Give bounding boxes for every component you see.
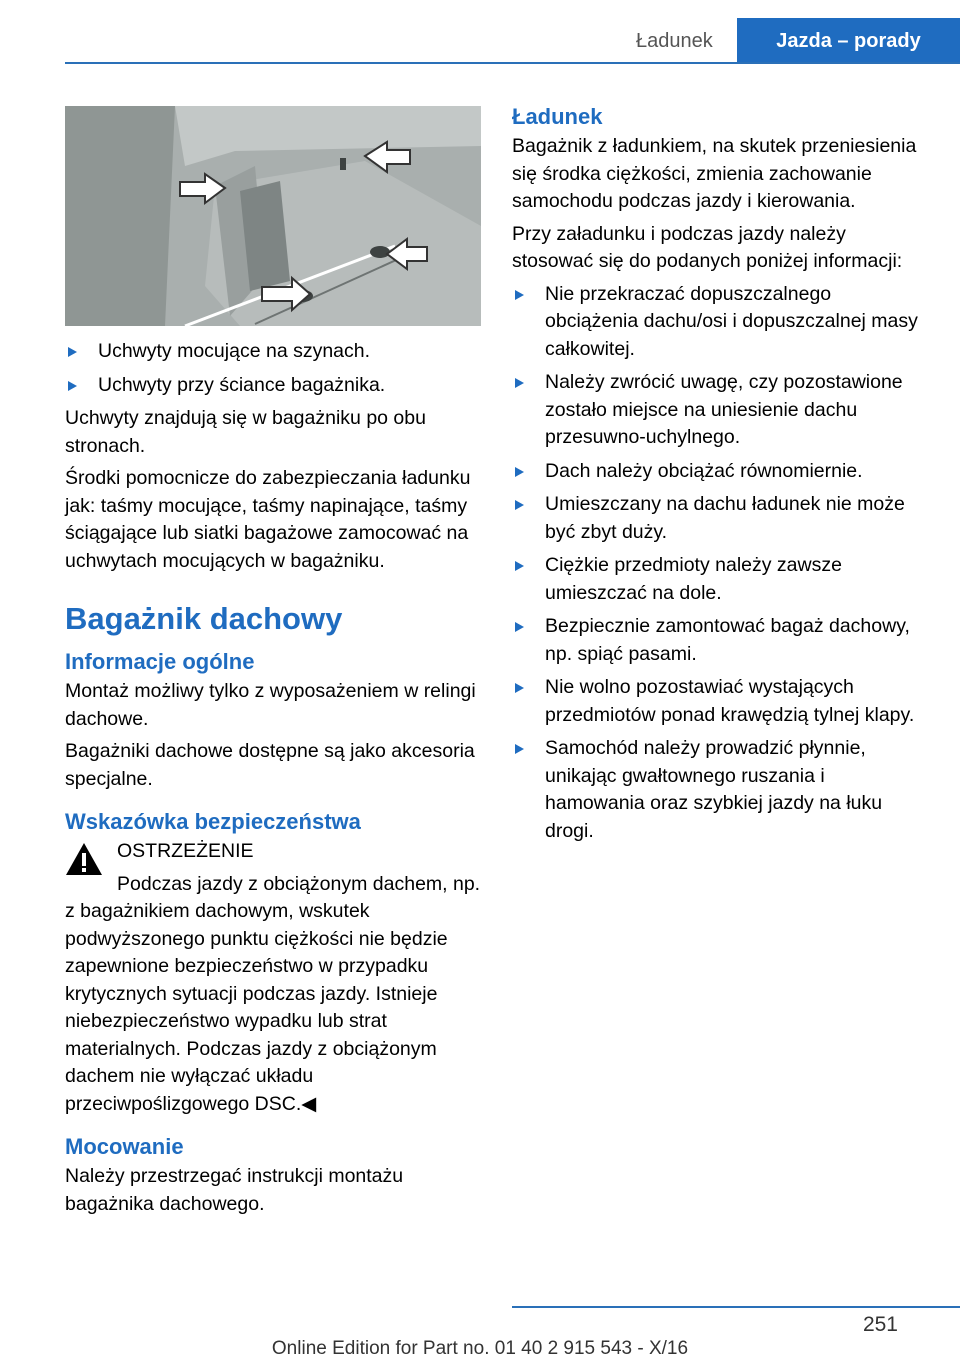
- paragraph: Należy przestrzegać instrukcji montażu bagażnika dachowego.: [65, 1165, 404, 1215]
- paragraph: Uchwyty znajdują się w bagażniku po obu stronach.: [65, 407, 426, 457]
- paragraph: Montaż możliwy tylko z wyposażeniem w relingi dachowe.: [65, 680, 476, 730]
- subsection-title: Wskazówka bezpieczeństwa: [65, 809, 361, 834]
- fastener-list: [65, 338, 483, 399]
- list-item: Bezpiecznie zamontować bagaż dachowy, np. spiąć pasami.: [512, 613, 928, 668]
- section-title-cargo: Ładunek: [512, 104, 603, 129]
- list-item: Nie wolno pozostawiać wystających przedmiotów ponad krawędzią tylnej klapy.: [512, 674, 928, 729]
- trunk-illustration: [65, 106, 481, 326]
- list-item: Samochód należy prowadzić płynnie, unikając gwałtownego ruszania i hamowania oraz szybkiej jazdy na łuku drogi.: [512, 735, 928, 845]
- paragraph: Bagażniki dachowe dostępne są jako akcesoria specjalne.: [65, 740, 475, 790]
- cargo-list: [512, 281, 928, 846]
- paragraph: Przy załadunku i podczas jazdy należy stosować się do podanych poniżej informacji:: [512, 222, 903, 272]
- warning-label: OSTRZEŻENIE: [117, 840, 254, 862]
- warning-block: [65, 838, 483, 1118]
- warning-text: Podczas jazdy z obciążonym dachem, np. z bagażnikiem dachowym, wskutek podwyższonego punktu ciężkości nie będzie zapewnione bezpieczeństwo w przypadku krytycznych sytuacji podczas jazdy. Istnieje niebezpieczeństwo wypadku lub strat materialnych. Podczas jazdy z obciążonym dachem nie wyłączać układu przeciwpoślizgowego DSC.◀: [65, 872, 481, 1115]
- list-item: Uchwyty mocujące na szynach.: [65, 338, 483, 366]
- subsection-title: Informacje ogólne: [65, 649, 255, 674]
- list-item: Nie przekraczać dopuszczalnego obciążenia dachu/osi i dopuszczalnej masy całkowitej.: [512, 281, 928, 364]
- list-item: Należy zwrócić uwagę, czy pozostawione zostało miejsce na uniesienie dachu przesuwno-uchylnego.: [512, 369, 928, 452]
- left-column: [65, 338, 483, 1223]
- header-rule: [65, 62, 960, 64]
- list-item: Uchwyty przy ściance bagażnika.: [65, 372, 483, 400]
- paragraph: Środki pomocnicze do zabezpieczania ładunku jak: taśmy mocujące, taśmy napinające, taśmy ściągające lub siatki bagażowe zamocować na uchwytach mocujących w bagażniku.: [65, 467, 471, 572]
- header-chapter-tab: Jazda – porady: [737, 18, 960, 64]
- page-number: 251: [862, 1313, 898, 1336]
- warning-triangle-icon: [65, 842, 103, 876]
- header-section-tab: Ładunek: [636, 30, 713, 52]
- paragraph: Bagażnik z ładunkiem, na skutek przeniesienia się środka ciężkości, zmienia zachowanie samochodu podczas jazdy i kierowania.: [512, 135, 917, 212]
- subsection-title: Mocowanie: [65, 1134, 184, 1159]
- list-item: Dach należy obciążać równomiernie.: [512, 458, 928, 486]
- edition-note: Online Edition for Part no. 01 40 2 915 543 - X/16: [271, 1338, 689, 1359]
- list-item: Umieszczany na dachu ładunek nie może być zbyt duży.: [512, 491, 928, 546]
- right-column: [512, 104, 928, 851]
- list-item: Ciężkie przedmioty należy zawsze umieszczać na dole.: [512, 552, 928, 607]
- section-title: Bagażnik dachowy: [65, 601, 343, 636]
- footer-rule: [512, 1306, 960, 1308]
